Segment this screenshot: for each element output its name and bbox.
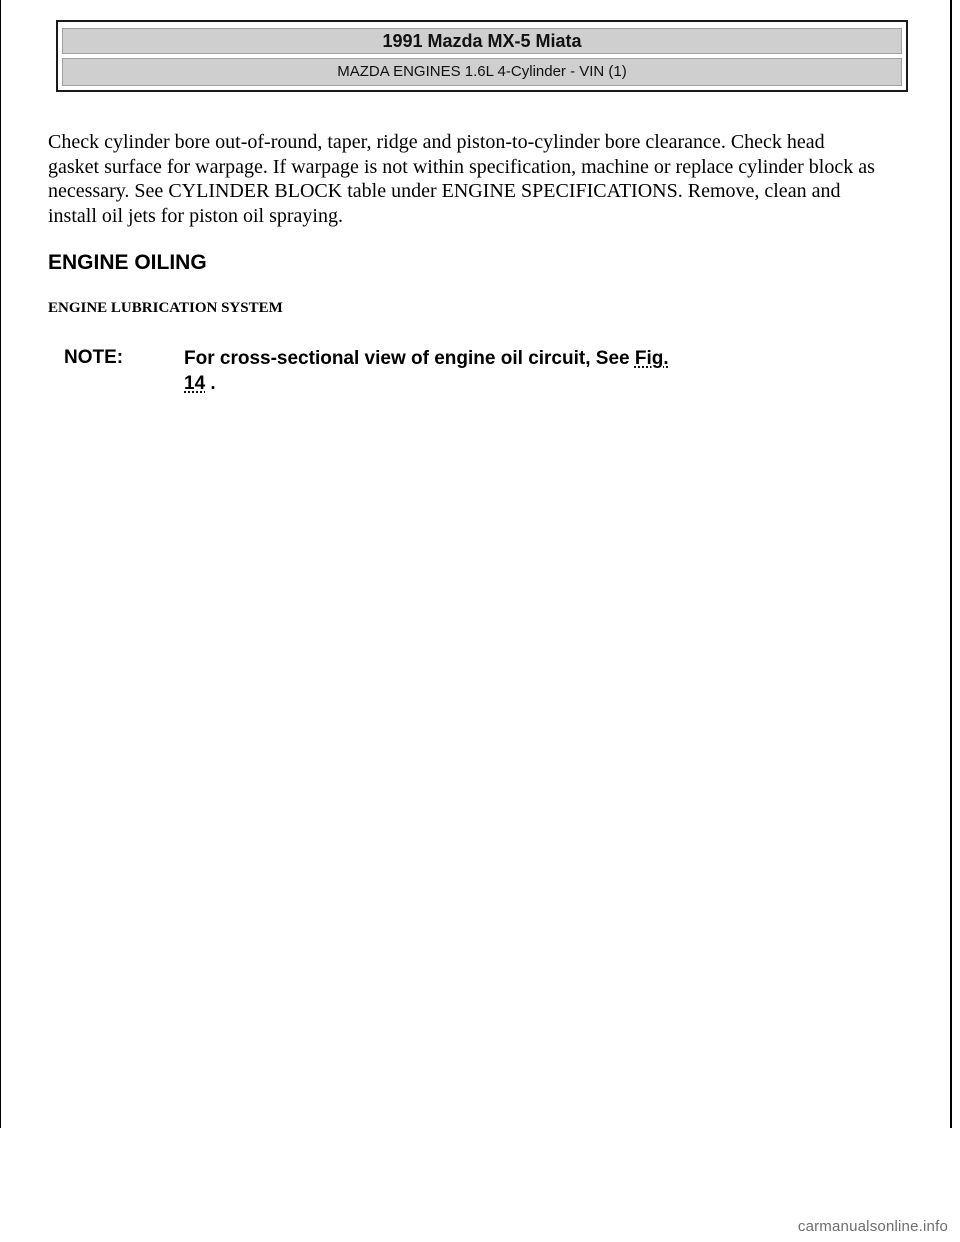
body-paragraph: Check cylinder bore out-of-round, taper, ridge and piston-to-cylinder bore clearance. Check head gasket surface for warpage. If warpage is not within specification, machine or replace cylinder block as necessary. See CYLINDER BLOCK table under ENGINE SPECIFICATIONS. Remove, clean and install oil jets for piston oil spraying. [48, 131, 875, 227]
document-title: 1991 Mazda MX-5 Miata [62, 28, 902, 54]
page-border-right [950, 0, 952, 1128]
figure-number-link[interactable]: 14 [184, 373, 206, 394]
document-header [56, 20, 908, 92]
page-border-left [0, 0, 1, 1128]
document-subtitle: MAZDA ENGINES 1.6L 4-Cylinder - VIN (1) [62, 58, 902, 86]
figure-link[interactable]: Fig. [634, 348, 669, 369]
sub-heading: ENGINE LUBRICATION SYSTEM [48, 300, 283, 316]
note-text-after: . [205, 373, 216, 394]
note-text-before: For cross-sectional view of engine oil circuit, See [184, 348, 635, 369]
note-label: NOTE: [64, 347, 124, 368]
note-text [184, 346, 784, 396]
section-heading: ENGINE OILING [48, 251, 207, 274]
watermark: carmanualsonline.info [797, 1218, 948, 1235]
